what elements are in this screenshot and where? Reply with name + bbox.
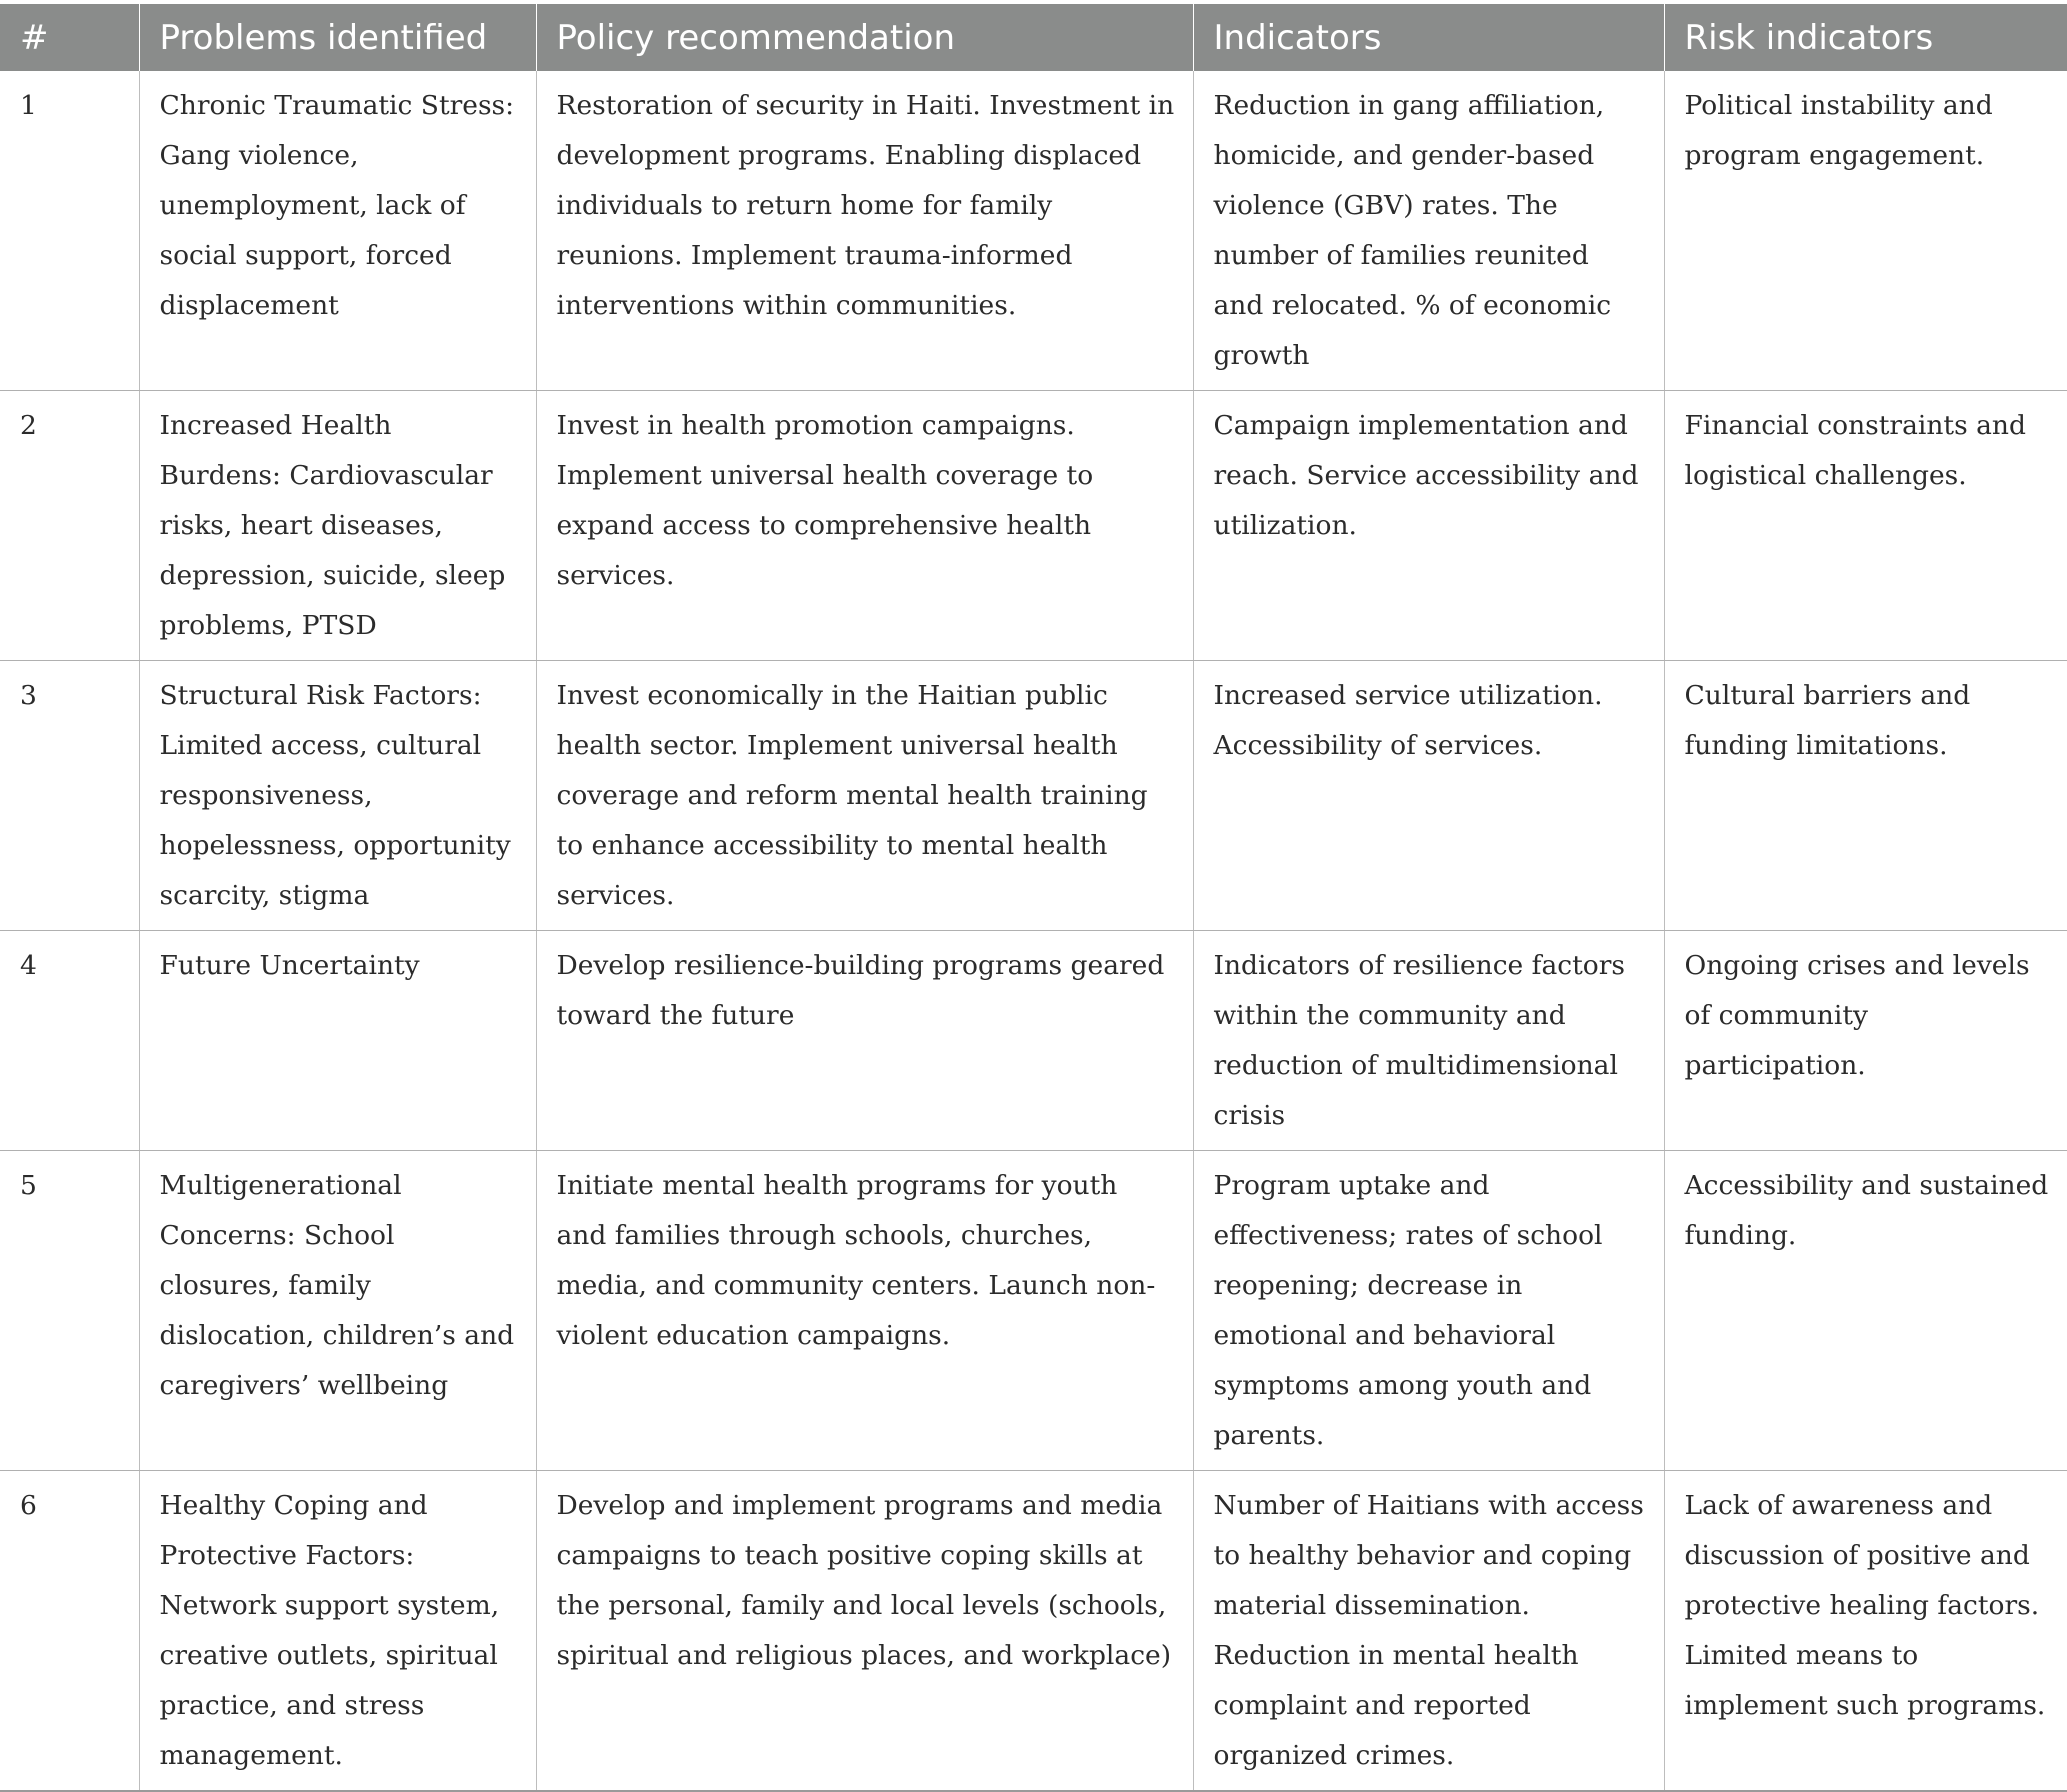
policy-cell: Restoration of security in Haiti. Investment in development programs. Enabling displaced individuals to return home for family reunions. Implement trauma-informed interventions within communities. (536, 71, 1193, 391)
table-header (0, 4, 2067, 71)
problem-cell: Multigenerational Concerns: School closures, family dislocation, children’s and caregivers’ wellbeing (139, 1151, 536, 1471)
header-policy: Policy recommendation (536, 4, 1193, 71)
policy-cell: Invest in health promotion campaigns. Implement universal health coverage to expand access to comprehensive health services. (536, 391, 1193, 661)
policy-table (0, 4, 2067, 1792)
table-row (0, 71, 2067, 391)
policy-cell: Invest economically in the Haitian public health sector. Implement universal health coverage and reform mental health training to enhance accessibility to mental health services. (536, 661, 1193, 931)
header-risk: Risk indicators (1664, 4, 2067, 71)
risk-cell: Political instability and program engagement. (1664, 71, 2067, 391)
problem-cell: Increased Health Burdens: Cardiovascular risks, heart diseases, depression, suicide, sleep problems, PTSD (139, 391, 536, 661)
header-problems: Problems identified (139, 4, 536, 71)
header-number: # (0, 4, 139, 71)
indicators-cell: Number of Haitians with access to healthy behavior and coping material dissemination. Reduction in mental health complaint and reported organized crimes. (1193, 1471, 1664, 1792)
row-number: 2 (0, 391, 139, 661)
policy-cell: Initiate mental health programs for youth and families through schools, churches, media, and community centers. Launch non-violent education campaigns. (536, 1151, 1193, 1471)
row-number: 5 (0, 1151, 139, 1471)
table-row (0, 1471, 2067, 1792)
risk-cell: Ongoing crises and levels of community participation. (1664, 931, 2067, 1151)
table-body (0, 71, 2067, 1791)
problem-cell: Structural Risk Factors: Limited access, cultural responsiveness, hopelessness, opportunity scarcity, stigma (139, 661, 536, 931)
risk-cell: Lack of awareness and discussion of positive and protective healing factors. Limited means to implement such programs. (1664, 1471, 2067, 1792)
header-row (0, 4, 2067, 71)
indicators-cell: Reduction in gang affiliation, homicide, and gender-based violence (GBV) rates. The number of families reunited and relocated. % of economic growth (1193, 71, 1664, 391)
risk-cell: Cultural barriers and funding limitations. (1664, 661, 2067, 931)
problem-cell: Healthy Coping and Protective Factors: Network support system, creative outlets, spiritual practice, and stress management. (139, 1471, 536, 1792)
policy-cell: Develop resilience-building programs geared toward the future (536, 931, 1193, 1151)
table-row (0, 931, 2067, 1151)
indicators-cell: Program uptake and effectiveness; rates of school reopening; decrease in emotional and behavioral symptoms among youth and parents. (1193, 1151, 1664, 1471)
policy-cell: Develop and implement programs and media campaigns to teach positive coping skills at the personal, family and local levels (schools, spiritual and religious places, and workplace) (536, 1471, 1193, 1792)
header-indicators: Indicators (1193, 4, 1664, 71)
problem-cell: Future Uncertainty (139, 931, 536, 1151)
row-number: 6 (0, 1471, 139, 1792)
row-number: 3 (0, 661, 139, 931)
risk-cell: Financial constraints and logistical challenges. (1664, 391, 2067, 661)
problem-cell: Chronic Traumatic Stress: Gang violence, unemployment, lack of social support, forced displacement (139, 71, 536, 391)
table-row (0, 661, 2067, 931)
row-number: 4 (0, 931, 139, 1151)
indicators-cell: Increased service utilization. Accessibility of services. (1193, 661, 1664, 931)
risk-cell: Accessibility and sustained funding. (1664, 1151, 2067, 1471)
indicators-cell: Campaign implementation and reach. Service accessibility and utilization. (1193, 391, 1664, 661)
table-row (0, 391, 2067, 661)
table-row (0, 1151, 2067, 1471)
policy-table-container (0, 4, 2067, 1792)
row-number: 1 (0, 71, 139, 391)
indicators-cell: Indicators of resilience factors within the community and reduction of multidimensional crisis (1193, 931, 1664, 1151)
